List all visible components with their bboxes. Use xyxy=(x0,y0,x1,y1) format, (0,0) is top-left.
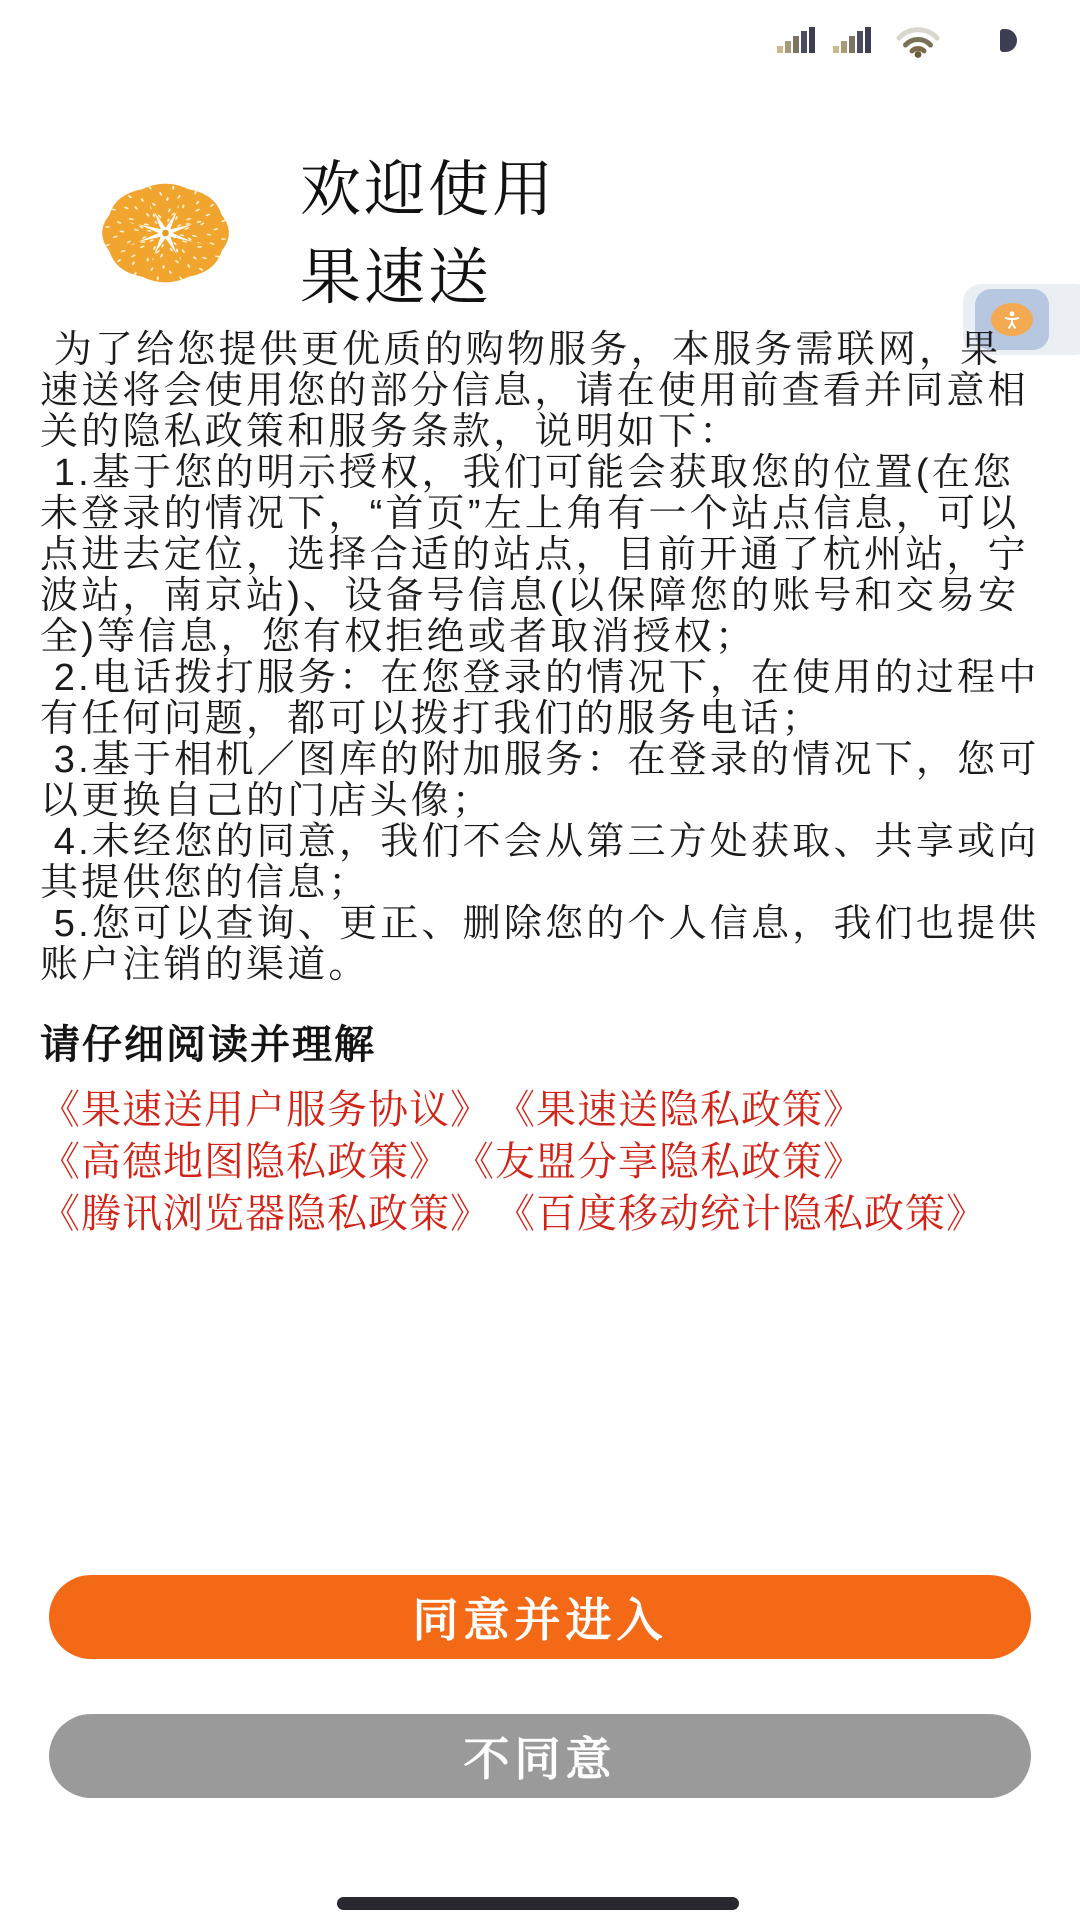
disagree-button[interactable]: 不同意 xyxy=(49,1714,1031,1798)
read-carefully-heading: 请仔细阅读并理解 xyxy=(40,1023,376,1067)
app-name-title: 果速送 xyxy=(300,243,493,311)
policy-link-row-3 xyxy=(40,1188,1042,1240)
notice-item-1: 1.基于您的明示授权，我们可能会获取您的位置(在您未登录的情况下，“首页”左上角有一个站点信息，可以点进去定位，选择合适的站点，目前开通了杭州站，宁波站，南京站)、设备号信息(以保障您的账号和交易安全)等信息，您有权拒绝或者取消授权； xyxy=(40,452,1029,658)
accessibility-person-icon xyxy=(1002,310,1022,330)
battery-icon xyxy=(1000,29,1017,52)
privacy-notice-text xyxy=(40,330,1042,1240)
home-indicator-bar[interactable] xyxy=(337,1897,739,1910)
link-guosusong-privacy-policy[interactable]: 《果速送隐私政策》 xyxy=(515,1088,864,1132)
welcome-title-line1: 欢迎使用 xyxy=(300,155,557,223)
wifi-icon xyxy=(896,25,940,58)
cellular-signal-icon-sim2 xyxy=(833,27,871,53)
link-baidu-mobile-stats-privacy-policy[interactable]: 《百度移动统计隐私政策》 xyxy=(515,1192,987,1236)
notice-item-3: 3.基于相机／图库的附加服务：在登录的情况下，您可以更换自己的门店头像； xyxy=(40,739,1040,822)
agree-button[interactable]: 同意并进入 xyxy=(49,1575,1031,1659)
welcome-header xyxy=(88,145,556,321)
policy-link-row-1 xyxy=(40,1084,1042,1136)
notice-intro-paragraph: 为了给您提供更优质的购物服务，本服务需联网，果速送将会使用您的部分信息，请在使用前查看并同意相关的隐私政策和服务条款，说明如下： xyxy=(40,329,1029,453)
link-user-service-agreement[interactable]: 《果速送用户服务协议》 xyxy=(40,1088,491,1132)
notice-item-2: 2.电话拨打服务：在您登录的情况下，在使用的过程中有任何问题，都可以拨打我们的服务电话； xyxy=(40,657,1040,740)
app-logo-orange-slice-icon xyxy=(88,175,243,291)
link-amap-privacy-policy[interactable]: 《高德地图隐私政策》 xyxy=(40,1140,450,1184)
notice-item-4: 4.未经您的同意，我们不会从第三方处获取、共享或向其提供您的信息； xyxy=(40,821,1040,904)
status-bar xyxy=(0,0,1080,62)
link-tencent-browser-privacy-policy[interactable]: 《腾讯浏览器隐私政策》 xyxy=(40,1192,491,1236)
cellular-signal-icon-sim1 xyxy=(777,27,815,53)
notice-item-5: 5.您可以查询、更正、删除您的个人信息，我们也提供账户注销的渠道。 xyxy=(40,903,1040,986)
policy-link-row-2 xyxy=(40,1136,1042,1188)
link-umeng-share-privacy-policy[interactable]: 《友盟分享隐私政策》 xyxy=(474,1140,864,1184)
